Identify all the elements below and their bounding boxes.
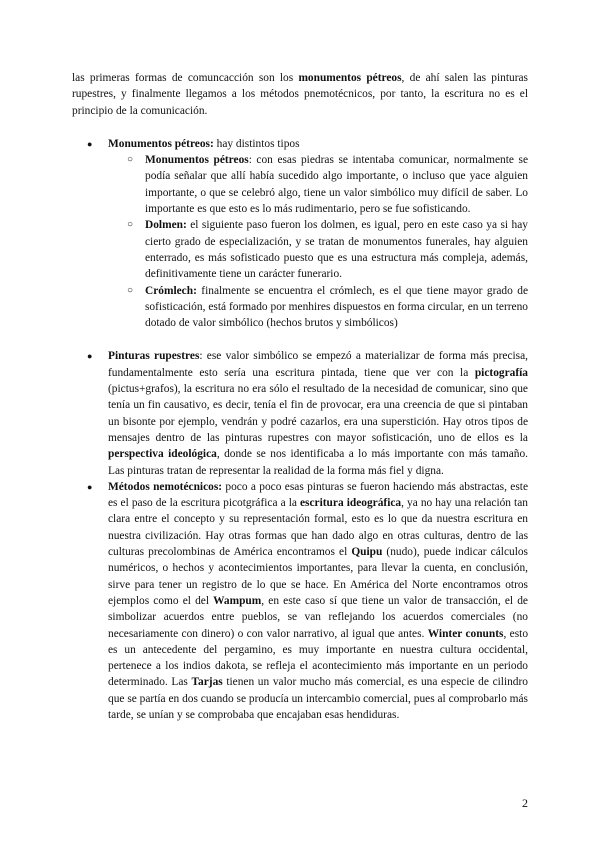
term-monumentos-petreos: monumentos pétreos [298, 72, 402, 84]
open-bullet-icon: ○ [127, 284, 134, 296]
open-bullet-icon: ○ [127, 154, 134, 166]
page-number: 2 [522, 796, 528, 810]
document-page [72, 70, 528, 723]
bullet-icon: ● [87, 138, 93, 149]
list-item-monumentos: ● Monumentos pétreos: hay distintos tipos ○ Monumentos pétreos: con esas piedras se intentaba comunicar, normalmente se podía señalar que allí había sucedido algo importante, o incluso que yace alguien importante, o que se celebró algo, tiene un valor simbólico muy difícil de saber. Lo importante es que esto es lo más rudimentario, pero se fue sofisticando. ○ Dolmen: el siguiente paso fueron los dolmen, es igual, pero en este caso ya si hay cierto grado de especialización, y se tratan de monumentos funerales, hay alguien enterrado, es más sofisticado puesto que es una estructura más compleja, además, definitivamente tiene un carácter funerario. ○ Crómlech: finalmente se encuentra el crómlech, es el que tiene mayor grado de sofisticación, está formado por menhires dispuestos en forma circular, en un terreno dotado de valor simbólico (hechos brutos y simbólicos) [72, 136, 528, 332]
sub-list [108, 152, 528, 331]
sub-item-dolmen: ○ Dolmen: el siguiente paso fueron los dolmen, es igual, pero en este caso ya si hay cierto grado de especialización, y se tratan de monumentos funerales, hay alguien enterrado, es más sofisticado puesto que es una estructura más compleja, además, definitivamente tiene un carácter funerario. [127, 219, 528, 281]
bullet-icon: ● [87, 351, 93, 362]
list-item-pinturas: ● Pinturas rupestres: ese valor simbólico se empezó a materializar de forma más precisa, fundamentalmente esto sería una escritura pintada, tiene que ver con la pictografía (pictus+grafos), la escritura no era sólo el resultado de la necesidad de comunicar, sino que tenía un fin causativo, es decir, tenía el fin de provocar, era una creencia de que si pintaban un bisonte por ejemplo, vendrán y podré cazarlos, era una superstición. Hay otros tipos de mensajes dentro de las pinturas rupestres con mayor sofisticación, uno de ellos es la perspectiva ideológica, donde se nos identificaba a lo más importante con más tamaño. Las pinturas tratan de representar la realidad de la forma más fiel y digna. [87, 350, 528, 477]
sub-item-monumentos: ○ Monumentos pétreos: con esas piedras se intentaba comunicar, normalmente se podía señalar que allí había sucedido algo importante, o incluso que yace alguien importante, o que se celebró algo, tiene un valor simbólico muy difícil de saber. Lo importante es que esto es lo más rudimentario, pero se fue sofisticando. [127, 154, 528, 216]
main-list [72, 136, 528, 332]
list-item-metodos: ● Métodos nemotécnicos: poco a poco esas pinturas se fueron haciendo más abstractas, este es el paso de la escritura picotgráfica a la escritura ideográfica, ya no hay una relación tan clara entre el concepto y su representación formal, esto es lo que da nuestra escritura en nuestra civilización. Hay otras formas que han dado algo en otras culturas, dentro de las culturas precolombinas de América encontramos el Quipu (nudo), puede indicar cálculos numéricos, o hechos y acontecimientos importantes, para llevar la cuenta, en conclusión, sirve para tener un registro de lo que se hace. En América del Norte encontramos otros ejemplos como el del Wampum, en este caso sí que tiene un valor de transacción, el de simbolizar acuerdos entre pueblos, se van reflejando los acuerdos comerciales (no necesariamente con dinero) o con valor narrativo, al igual que antes. Winter conunts, esto es un antecedente del pergamino, es muy importante en nuestra cultura occidental, pertenece a los indios dakota, se refleja el acontecimiento más importante en un periodo determinado. Las Tarjas tienen un valor mucho más comercial, es una especie de cilindro que se partía en dos cuando se producía un intercambio comercial, pues al comprobarlo más tarde, se unían y se comprobaba que encajaban esas hendiduras. [87, 480, 529, 721]
open-bullet-icon: ○ [127, 219, 134, 231]
intro-paragraph: las primeras formas de comuncacción son los monumentos pétreos, de ahí salen las pinturas rupestres, y finalmente llegamos a los métodos pnemotécnicos, por tanto, la escritura no es el principio de la comunicación. [72, 72, 528, 117]
sub-item-cromlech: ○ Crómlech: finalmente se encuentra el crómlech, es el que tiene mayor grado de sofisticación, está formado por menhires dispuestos en forma circular, en un terreno dotado de valor simbólico (hechos brutos y simbólicos) [127, 284, 528, 330]
bullet-icon: ● [87, 481, 93, 492]
second-list [72, 348, 528, 723]
